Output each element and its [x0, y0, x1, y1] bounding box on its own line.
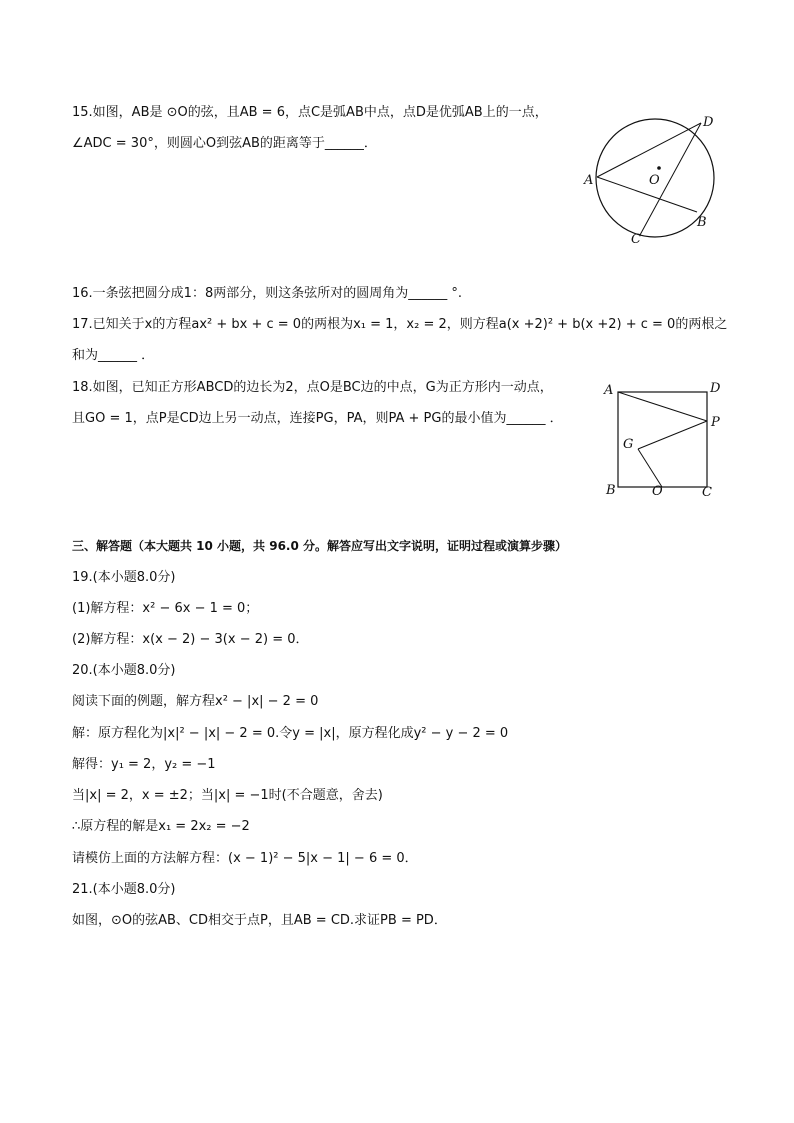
segment-pa [618, 392, 707, 421]
q20-line4: 当|x| = 2，x = ±2；当|x| = −1时(不合题意，舍去) [72, 788, 383, 803]
q19-head: 19.(本小题8.0分) [72, 570, 176, 585]
q16-line1: 16.一条弦把圆分成1：8两部分，则这条弦所对的圆周角为______ °. [72, 286, 462, 301]
q20-line6: 请模仿上面的方法解方程：(x − 1)² − 5|x − 1| − 6 = 0． [72, 851, 418, 866]
section-heading: 三、解答题（本大题共 10 小题，共 96.0 分。解答应写出文字说明，证明过程或演算步骤） [72, 539, 568, 553]
q20-line5: ∴原方程的解是x₁ = 2x₂ = −2 [72, 819, 250, 834]
label-d: D [703, 115, 714, 130]
q21-line1: 如图，⊙O的弦AB、CD相交于点P，且AB = CD.求证PB = PD． [72, 913, 447, 928]
center-o-point [657, 166, 661, 170]
segment-pg [638, 421, 707, 449]
q20-line3: 解得：y₁ = 2，y₂ = −1 [72, 757, 216, 772]
chord-ab [597, 177, 697, 212]
label-a: A [584, 173, 594, 188]
q15-line1: 15.如图，AB是 ⊙O的弦，且AB = 6，点C是弧AB中点，点D是优弧AB上的一点， [72, 105, 548, 120]
label-b: B [697, 215, 707, 230]
q15-line2: ∠ADC = 30°，则圆心O到弦AB的距离等于______． [72, 136, 377, 151]
segment-go [638, 449, 662, 487]
chord-ad [597, 123, 701, 177]
q18-line2: 且GO = 1，点P是CD边上另一动点，连接PG，PA，则PA + PG的最小值为______ ． [72, 411, 563, 426]
label-c: C [702, 485, 712, 500]
q15-circle-figure [580, 108, 720, 248]
q17-line1: 17.已知关于x的方程ax² + bx + c = 0的两根为x₁ = 1，x₂ = 2，则方程a(x +2)² + b(x +2) + c = 0的两根之 [72, 317, 728, 332]
label-p: P [711, 415, 720, 430]
q21-head: 21.(本小题8.0分) [72, 882, 176, 897]
label-b: B [606, 483, 616, 498]
q18-line1: 18.如图，已知正方形ABCD的边长为2，点O是BC边的中点，G为正方形内一动点， [72, 380, 553, 395]
label-o: O [649, 173, 660, 188]
label-d: D [710, 381, 721, 396]
q20-head: 20.(本小题8.0分) [72, 663, 176, 678]
label-o: O [652, 484, 663, 499]
q19-part2: (2)解方程：x(x − 2) − 3(x − 2) = 0． [72, 632, 309, 647]
q18-square-figure [598, 378, 728, 503]
q20-line1: 阅读下面的例题，解方程x² − |x| − 2 = 0 [72, 694, 319, 709]
label-a: A [604, 383, 614, 398]
label-g: G [623, 437, 634, 452]
q20-line2: 解：原方程化为|x|² − |x| − 2 = 0.令y = |x|，原方程化成y² − y − 2 = 0 [72, 726, 509, 741]
q17-line2: 和为______ ． [72, 348, 155, 363]
q19-part1: (1)解方程：x² − 6x − 1 = 0； [72, 601, 259, 616]
label-c: C [631, 232, 641, 247]
